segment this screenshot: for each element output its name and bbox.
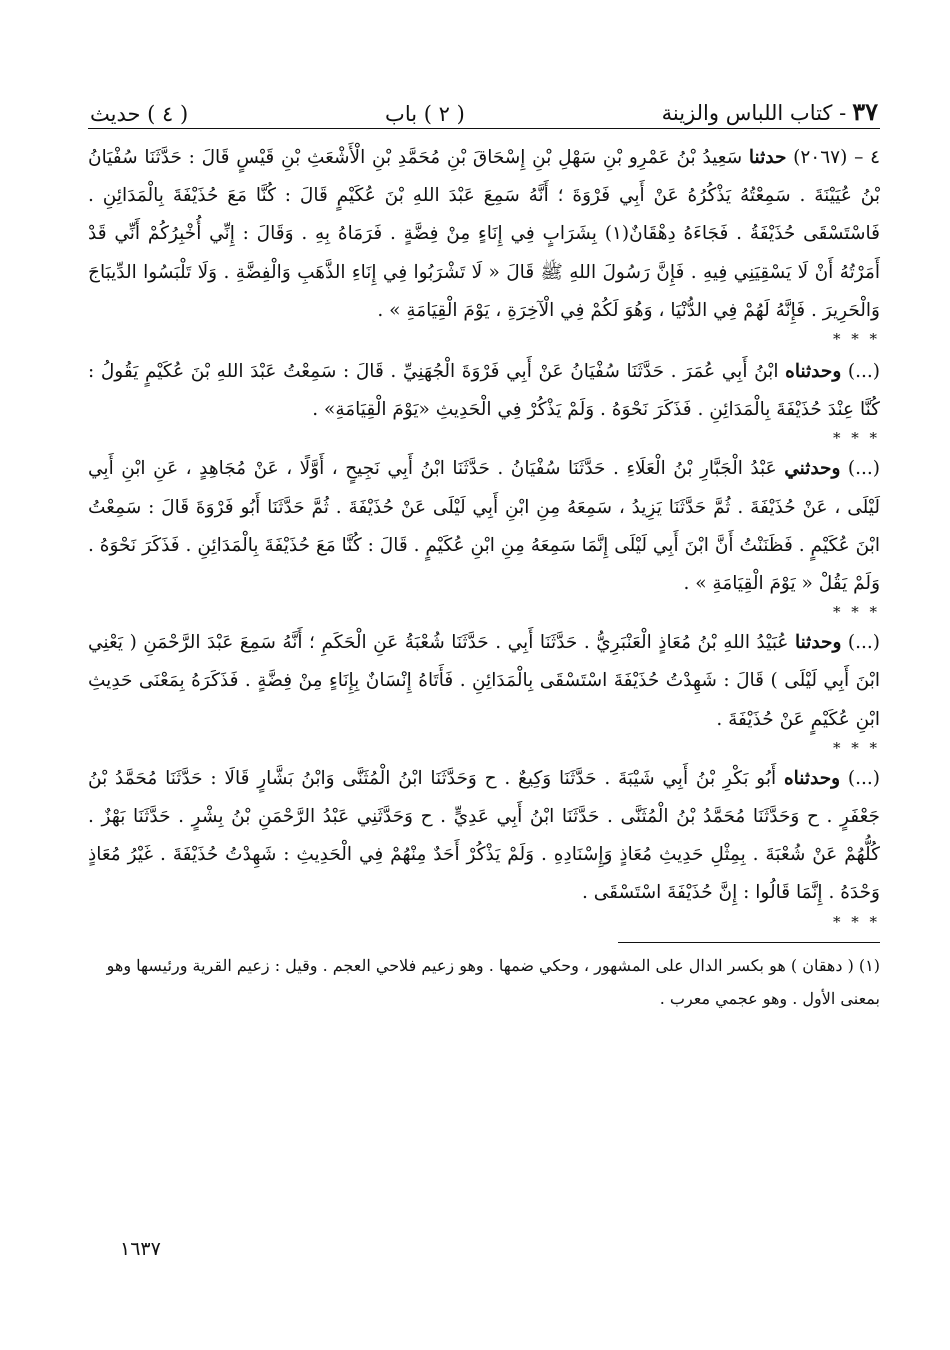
hadith-keyword: وحدثني [784,458,841,480]
section-separator: * * * [832,738,880,757]
hadith-body: عُبَيْدُ اللهِ بْنُ مُعَاذٍ الْعَنْبَرِيُّ . حَدَّثَنَا أَبِي . حَدَّثَنَا شُعْبَةُ عَنِ الْحَكَمِ ؛ أَنَّهُ سَمِعَ عَبْدَ الرَّحْمَنِ ( يَعْنِي ابْنَ أَبِي لَيْلَى ) قَالَ : شَهِدْتُ حُذَيْفَةَ اسْتَسْقَى بِالْمَدَائِنِ . فَأَتَاهُ إِنْسَانٌ بِإِنَاءٍ مِنْ فِضَّةٍ . فَذَكَرَهُ بِمَعْنَى حَدِيثِ ابْنِ عُكَيْمٍ عَنْ حُذَيْفَةَ . [88,632,880,730]
header-page-number: ٣٧ [852,97,878,126]
section-separator: * * * [832,603,880,622]
section-separator: * * * [832,912,880,931]
running-header [88,90,880,129]
hadith-number: ٤ – (٢٠٦٧) [793,147,880,168]
section-separator: * * * [832,330,880,349]
header-book-title: - كتاب اللباس والزينة [661,101,847,125]
hadith-body: أَبُو بَكْرِ بْنُ أَبِي شَيْبَةَ . حَدَّثَنَا وَكِيعٌ . ح وَحَدَّثَنَا ابْنُ الْمُثَنَّى وَابْنُ بَشَّارٍ قَالَا : حَدَّثَنَا مُحَمَّدُ بْنُ جَعْفَرٍ . ح وَحَدَّثَنَا مُحَمَّدُ بْنُ الْمُثَنَّى . حَدَّثَنَا ابْنُ أَبِي عَدِيٍّ . ح وَحَدَّثَنِي عَبْدُ الرَّحْمَنِ بْنُ بِشْرٍ . حَدَّثَنَا بَهْزٌ . كُلُّهُمْ عَنْ شُعْبَةَ . بِمِثْلِ حَدِيثِ مُعَاذٍ وَإِسْنَادِهِ . وَلَمْ يَذْكُرْ أَحَدٌ مِنْهُمْ فِي الْحَدِيثِ : شَهِدْتُ حُذَيْفَةَ . غَيْرُ مُعَاذٍ وَحْدَهُ . إِنَّمَا قَالُوا : إِنَّ حُذَيْفَةَ اسْتَسْقَى . [88,767,880,904]
hadith-body: ابْنُ أَبِي عُمَرَ . حَدَّثَنَا سُفْيَانُ عَنْ أَبِي فَرْوَةَ الْجُهَنِيِّ . قَالَ : سَمِعْتُ عَبْدَ اللهِ بْنَ عُكَيْمٍ يَقُولُ : كُنَّا عِنْدَ حُذَيْفَةَ بِالْمَدَائِنِ . فَذَكَرَ نَحْوَهُ . وَلَمْ يَذْكُرْ فِي الْحَدِيثِ «يَوْمَ الْقِيَامَةِ» . [88,361,880,421]
footnote-area [88,942,880,1015]
page-footer-number: ١٦٣٧ [120,1238,161,1260]
hadith-keyword: وحدثناه [785,361,842,383]
hadith-paragraph [88,624,880,739]
hadith-body: سَعِيدُ بْنُ عَمْرِو بْنِ سَهْلِ بْنِ إِسْحَاقَ بْنِ مُحَمَّدِ بْنِ الْأَشْعَثِ بْنِ قَيْسٍ قَالَ : حَدَّثَنَا سُفْيَانُ بْنُ عُيَيْنَةَ . سَمِعْتُهُ يَذْكُرُهُ عَنْ أَبِي فَرْوَةَ ؛ أَنَّهُ سَمِعَ عَبْدَ اللهِ بْنَ عُكَيْمٍ قَالَ : كُنَّا مَعَ حُذَيْفَةَ بِالْمَدَائِنِ . فَاسْتَسْقَى حُذَيْفَةُ . فَجَاءَهُ دِهْقَانٌ(١) بِشَرَابٍ فِي إِنَاءٍ مِنْ فِضَّةٍ . فَرَمَاهُ بِهِ . وَقَالَ : إِنِّي أُخْبِرُكُمْ أَنِّي قَدْ أَمَرْتُهُ أَنْ لَا يَسْقِيَنِي فِيهِ . فَإِنَّ رَسُولَ اللهِ ﷺ قَالَ « لَا تَشْرَبُوا فِي إِنَاءِ الذَّهَبِ وَالْفِضَّةِ . وَلَا تَلْبَسُوا الدِّيبَاجَ وَالْحَرِيرَ . فَإِنَّهُ لَهُمْ فِي الدُّنْيَا ، وَهُوَ لَكُمْ فِي الْآخِرَةِ ، يَوْمَ الْقِيَامَةِ » . [88,147,880,321]
footnote-rule [618,942,880,943]
hadith-paragraph [88,353,880,429]
footnote-text: (١) ( دهقان ) هو بكسر الدال على المشهور ، وحكي ضمها . وهو زعيم فلاحي العجم . وقيل : زعيم القرية ورئيسها وهو بمعنى الأول . وهو عجمي معرب . [106,955,880,1008]
header-chapter: ( ٢ ) باب [385,102,465,126]
hadith-keyword: حدثنا [748,147,787,168]
hadith-keyword: وحدثناه [783,767,841,789]
page [88,90,880,1015]
section-separator: * * * [832,429,880,448]
hadith-number: (...) [847,458,880,480]
hadith-keyword: وحدثنا [794,632,842,654]
hadith-number: (...) [847,632,880,654]
hadith-paragraph [88,139,880,330]
hadith-number: (...) [847,361,880,383]
header-book [662,97,878,126]
hadith-number: (...) [847,767,880,789]
hadith-body: عَبْدُ الْجَبَّارِ بْنُ الْعَلَاءِ . حَدَّثَنَا سُفْيَانُ . حَدَّثَنَا ابْنُ أَبِي نَجِيحٍ ، أَوَّلًا ، عَنْ مُجَاهِدٍ ، عَنِ ابْنِ أَبِي لَيْلَى ، عَنْ حُذَيْفَةَ . ثُمَّ حَدَّثَنَا يَزِيدُ ، سَمِعَهُ مِنِ ابْنِ أَبِي لَيْلَى عَنْ حُذَيْفَةَ . ثُمَّ حَدَّثَنَا أَبُو فَرْوَةَ قَالَ : سَمِعْتُ ابْنَ عُكَيْمٍ . فَظَنَنْتُ أَنَّ ابْنَ أَبِي لَيْلَى إِنَّمَا سَمِعَهُ مِنِ ابْنِ عُكَيْمٍ . قَالَ : كُنَّا مَعَ حُذَيْفَةَ بِالْمَدَائِنِ . فَذَكَرَ نَحْوَهُ . وَلَمْ يَقُلْ « يَوْمَ الْقِيَامَةِ » . [88,458,880,595]
hadith-paragraph [88,450,880,603]
main-text [88,139,880,930]
header-hadith-label: ( ٤ ) حديث [90,102,189,126]
hadith-paragraph [88,760,880,913]
